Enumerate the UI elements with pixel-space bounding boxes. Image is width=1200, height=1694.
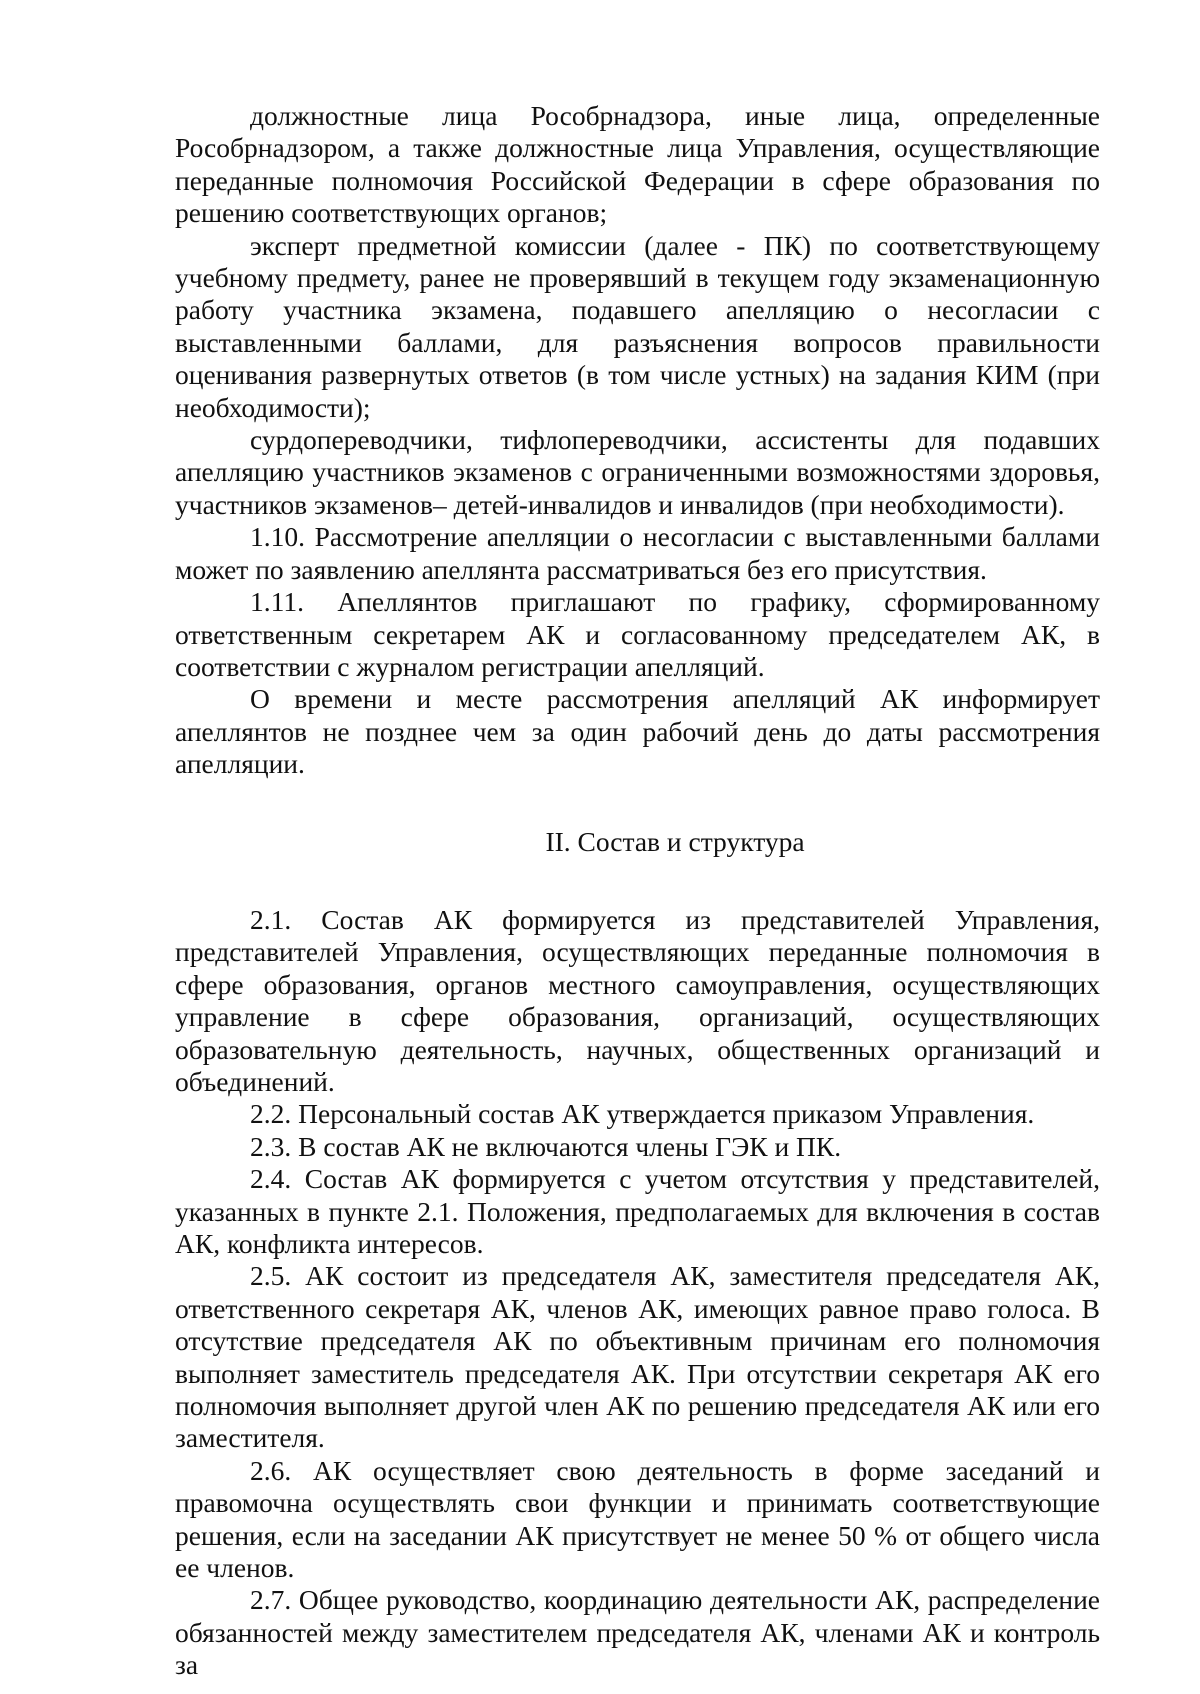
paragraph-2-3: 2.3. В состав АК не включаются члены ГЭК и ПК. bbox=[250, 1130, 842, 1162]
paragraph-time-and-place: О времени и месте рассмотрения апелляций АК информирует апеллянтов не позднее чем за один рабочий день до даты рассмотрения апелляции. bbox=[175, 683, 1100, 780]
paragraph-subject-commission-expert: эксперт предметной комиссии (далее - ПК) по соответствующему учебному предмету, ранее не проверявший в текущем году экзаменационную работу участника экзамена, подавшего апелляцию о несогласии с выставленными баллами, для разъяснения вопросов правильности оценивания развернутых ответов (в том числе устных) на задания КИМ (при необходимости); bbox=[175, 229, 1100, 423]
paragraph-2-6: 2.6. АК осуществляет свою деятельность в форме заседаний и правомочна осуществлять свои функции и принимать соответствующие решения, если на заседании АК присутствует не менее 50 % от общего числа ее членов. bbox=[175, 1454, 1100, 1584]
section-spacer bbox=[175, 781, 1100, 826]
section-heading: II. Состав и структура bbox=[545, 825, 805, 857]
paragraph-1-10: 1.10. Рассмотрение апелляции о несогласии с выставленными баллами может по заявлению апеллянта рассматриваться без его присутствия. bbox=[175, 521, 1100, 585]
paragraph-2-7: 2.7. Общее руководство, координацию деятельности АК, распределение обязанностей между заместителем председателя АК, членами АК и контроль за bbox=[175, 1584, 1100, 1681]
paragraph-2-5: 2.5. АК состоит из председателя АК, заместителя председателя АК, ответственного секретаря АК, членов АК, имеющих равное право голоса. В отсутствие председателя АК по объективным причинам его полномочия выполняет заместитель председателя АК. При отсутствии секретаря АК его полномочия выполняет другой член АК по решению председателя АК или его заместителя. bbox=[175, 1260, 1100, 1454]
paragraph-2-2: 2.2. Персональный состав АК утверждается приказом Управления. bbox=[250, 1098, 1035, 1130]
paragraph-rosobrnadzor-officials: должностные лица Рособрнадзора, иные лица, определенные Рособрнадзором, а также должностные лица Управления, осуществляющие переданные полномочия Российской Федерации в сфере образования по решению соответствующих органов; bbox=[175, 100, 1100, 229]
section-spacer bbox=[175, 858, 1100, 904]
paragraph-2-1: 2.1. Состав АК формируется из представителей Управления, представителей Управления, осуществляющих переданные полномочия в сфере образования, органов местного самоуправления, осуществляющих управление в сфере образования, организаций, осуществляющих образовательную деятельность, научных, общественных организаций и объединений. bbox=[175, 903, 1100, 1097]
paragraph-interpreters-assistants: сурдопереводчики, тифлопереводчики, ассистенты для подавших апелляцию участников экзаменов с ограниченными возможностями здоровья, участников экзаменов– детей-инвалидов и инвалидов (при необходимости). bbox=[175, 424, 1100, 520]
document-body bbox=[175, 100, 1100, 1682]
paragraph-2-4: 2.4. Состав АК формируется с учетом отсутствия у представителей, указанных в пункте 2.1. Положения, предполагаемых для включения в состав АК, конфликта интересов. bbox=[175, 1163, 1100, 1259]
paragraph-1-11: 1.11. Апеллянтов приглашают по графику, сформированному ответственным секретарем АК и согласованному председателем АК, в соответствии с журналом регистрации апелляций. bbox=[175, 586, 1100, 682]
